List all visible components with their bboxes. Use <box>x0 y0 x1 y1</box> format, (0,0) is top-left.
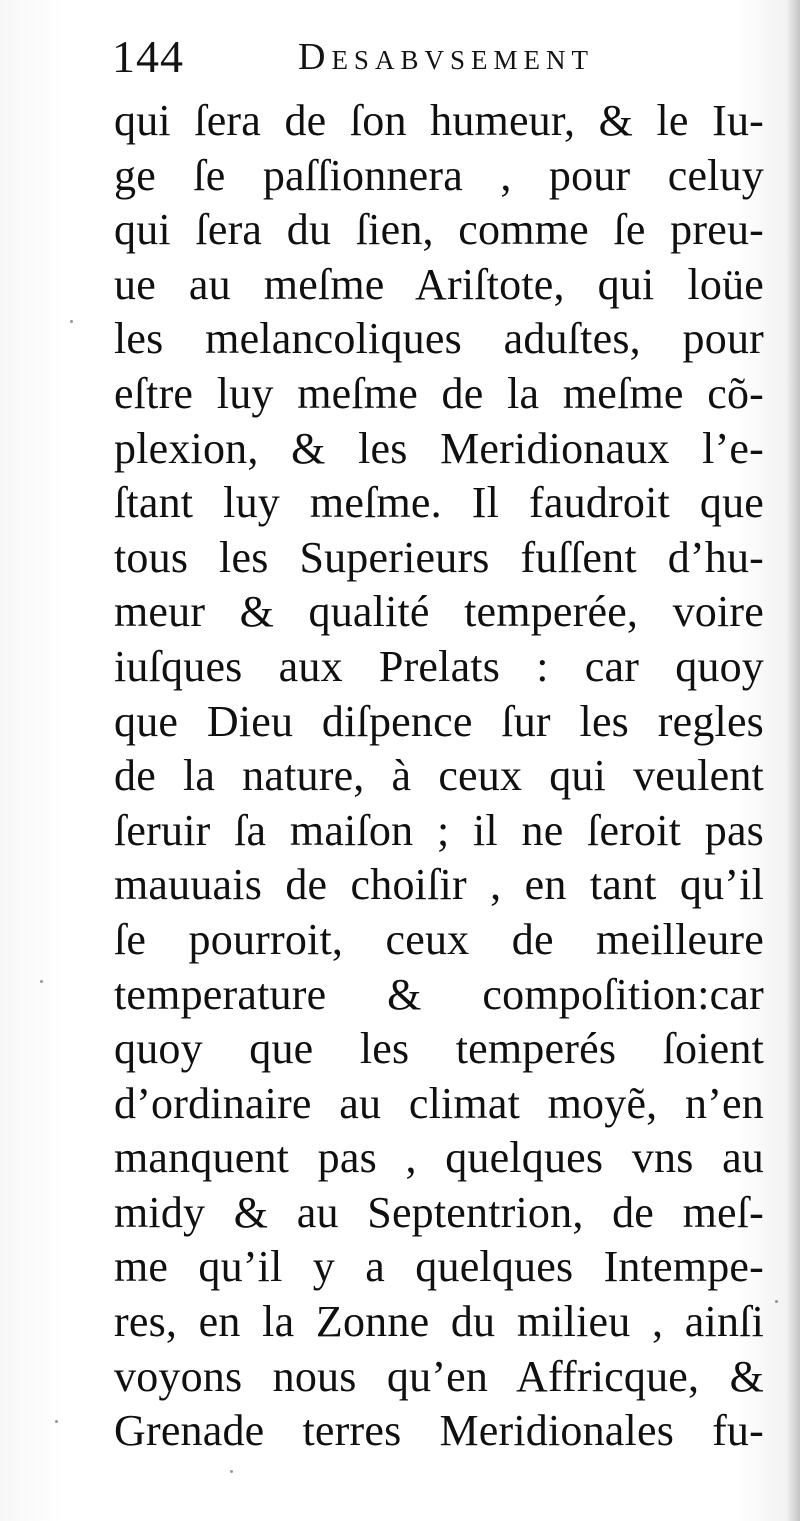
paper-speck <box>40 980 43 983</box>
running-head: Desabvsement <box>298 36 594 78</box>
text-line: ue au meſme Ariſtote, qui loüe <box>114 259 764 309</box>
text-line: que Dieu diſpence ſur les regles <box>114 696 764 746</box>
text-line: ge ſe paſſionnera , pour celuy <box>114 150 764 200</box>
text-line: plexion, & les Meridionaux l’e- <box>114 423 764 473</box>
text-line: me qu’il y a quelques Intempe- <box>114 1242 764 1292</box>
text-line: ſe pourroit, ceux de meilleure <box>114 914 764 964</box>
text-line: manquent pas , quelques vns au <box>114 1133 764 1183</box>
text-line: quoy que les temperés ſoient <box>114 1024 764 1074</box>
text-line: tous les Superieurs fuſſent d’hu- <box>114 532 764 582</box>
text-line: eſtre luy meſme de la meſme cõ- <box>114 368 764 418</box>
text-line: temperature & compoſition:car <box>114 969 764 1019</box>
paper-speck <box>55 1420 58 1423</box>
page-edge-shadow <box>786 0 800 1521</box>
text-line: mauuais de choiſir , en tant qu’il <box>114 860 764 910</box>
paper-speck <box>70 320 73 323</box>
page-number: 144 <box>112 31 184 82</box>
text-line: meur & qualité temperée, voire <box>114 587 764 637</box>
text-line: qui ſera du ſien, comme ſe preu- <box>114 205 764 255</box>
text-line: qui ſera de ſon humeur, & le Iu- <box>114 96 764 145</box>
page-header <box>112 30 762 90</box>
text-line: ſtant luy meſme. Il faudroit que <box>114 478 764 528</box>
text-line: d’ordinaire au climat moyẽ, n’en <box>114 1078 764 1128</box>
text-line: voyons nous qu’en Affricque, & <box>114 1351 764 1401</box>
body-text <box>114 94 764 1459</box>
paper-speck <box>230 1470 233 1473</box>
text-line: Grenade terres Meridionales fu- <box>114 1406 764 1456</box>
text-line: de la nature, à ceux qui veulent <box>114 751 764 801</box>
text-line: iuſques aux Prelats : car quoy <box>114 641 764 691</box>
text-line: res, en la Zonne du milieu , ainſi <box>114 1297 764 1347</box>
paper-speck <box>775 1300 778 1303</box>
text-line: les melancoliques aduſtes, pour <box>114 314 764 364</box>
text-line: ſeruir ſa maiſon ; il ne ſeroit pas <box>114 805 764 855</box>
text-line: midy & au Septentrion, de meſ- <box>114 1187 764 1237</box>
